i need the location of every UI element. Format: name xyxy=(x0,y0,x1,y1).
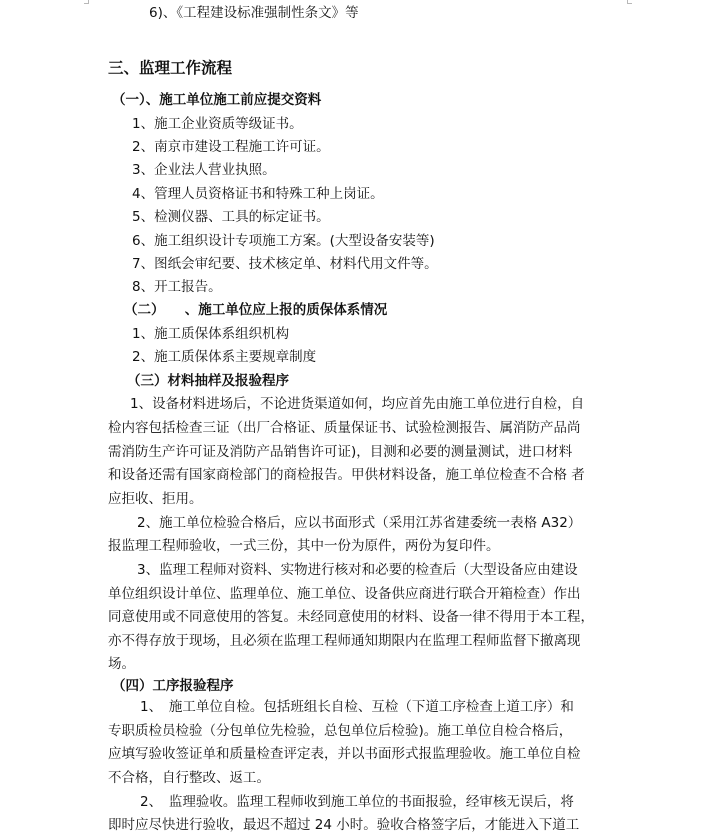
list-item: 5、检测仪器、工具的标定证书。 xyxy=(132,209,330,225)
subsection-4-title: （四）工序报验程序 xyxy=(112,678,234,694)
list-item: 3、企业法人营业执照。 xyxy=(132,162,276,178)
list-item: 7、图纸会审纪要、技术核定单、材料代用文件等。 xyxy=(132,256,438,272)
paragraph-line: 报监理工程师验收，一式三份，其中一份为原件，两份为复印件。 xyxy=(108,538,500,554)
list-item: 1、施工企业资质等级证书。 xyxy=(132,116,303,132)
paragraph-line: 和设备还需有国家商检部门的商检报告。甲供材料设备，施工单位检查不合格 者 xyxy=(108,467,585,483)
top-item: 6)、《工程建设标准强制性条文》等 xyxy=(149,5,359,21)
paragraph-line: 3、监理工程师对资料、实物进行核对和必要的检查后（大型设备应由建设 xyxy=(137,562,578,578)
section-title: 三、监理工作流程 xyxy=(108,58,233,77)
paragraph-line: 2、施工单位检验合格后，应以书面形式（采用江苏省建委统一表格 A32） xyxy=(137,515,582,531)
paragraph-line: 1、设备材料进场后，不论进货渠道如何，均应首先由施工单位进行自检，自 xyxy=(130,396,585,412)
list-item: 2、南京市建设工程施工许可证。 xyxy=(132,139,330,155)
paragraph-line: 不合格，自行整改、返工。 xyxy=(108,770,270,786)
list-item: 2、施工质保体系主要规章制度 xyxy=(132,349,317,365)
paragraph-line: 场。 xyxy=(108,656,135,672)
paragraph-line: 同意使用或不同意使用的答复。未经同意使用的材料、设备一律不得用于本工程， xyxy=(108,609,594,625)
subsection-3-title: （三）材料抽样及报验程序 xyxy=(127,373,289,389)
paragraph-line: 即时应尽快进行验收，最迟不超过 24 小时。验收合格签字后，才能进入下道工 xyxy=(108,817,580,833)
paragraph-line: 专职质检员检验（分包单位先检验，总包单位后检验)。施工单位自检合格后， xyxy=(108,723,573,739)
paragraph-line: 需消防生产许可证及消防产品销售许可证)，目测和必要的测量测试，进口材料 xyxy=(108,444,573,460)
paragraph-line: 1、 施工单位自检。包括班组长自检、互检（下道工序检查上道工序）和 xyxy=(140,699,574,715)
paragraph-line: 应拒收、拒用。 xyxy=(108,491,203,507)
list-item: 8、开工报告。 xyxy=(132,279,222,295)
paragraph-line: 检内容包括检查三证（出厂合格证、质量保证书、试验检测报告、属消防产品尚 xyxy=(108,420,581,436)
list-item: 1、施工质保体系组织机构 xyxy=(132,326,290,342)
subsection-1-title: （一）、施工单位施工前应提交资料 xyxy=(112,92,322,108)
subsection-2-title: （二） 、施工单位应上报的质保体系情况 xyxy=(124,302,388,318)
list-item: 4、管理人员资格证书和特殊工种上岗证。 xyxy=(132,186,384,202)
paragraph-line: 应填写验收签证单和质量检查评定表，并以书面形式报监理验收。施工单位自检 xyxy=(108,746,581,762)
paragraph-line: 亦不得存放于现场，且必须在监理工程师通知期限内在监理工程师监督下撤离现 xyxy=(108,633,581,649)
paragraph-line: 单位组织设计单位、监理单位、施工单位、设备供应商进行联合开箱检查）作出 xyxy=(108,586,581,602)
paragraph-line: 2、 监理验收。监理工程师收到施工单位的书面报验，经审核无误后，将 xyxy=(140,794,574,810)
list-item: 6、施工组织设计专项施工方案。(大型设备安装等) xyxy=(132,233,435,249)
